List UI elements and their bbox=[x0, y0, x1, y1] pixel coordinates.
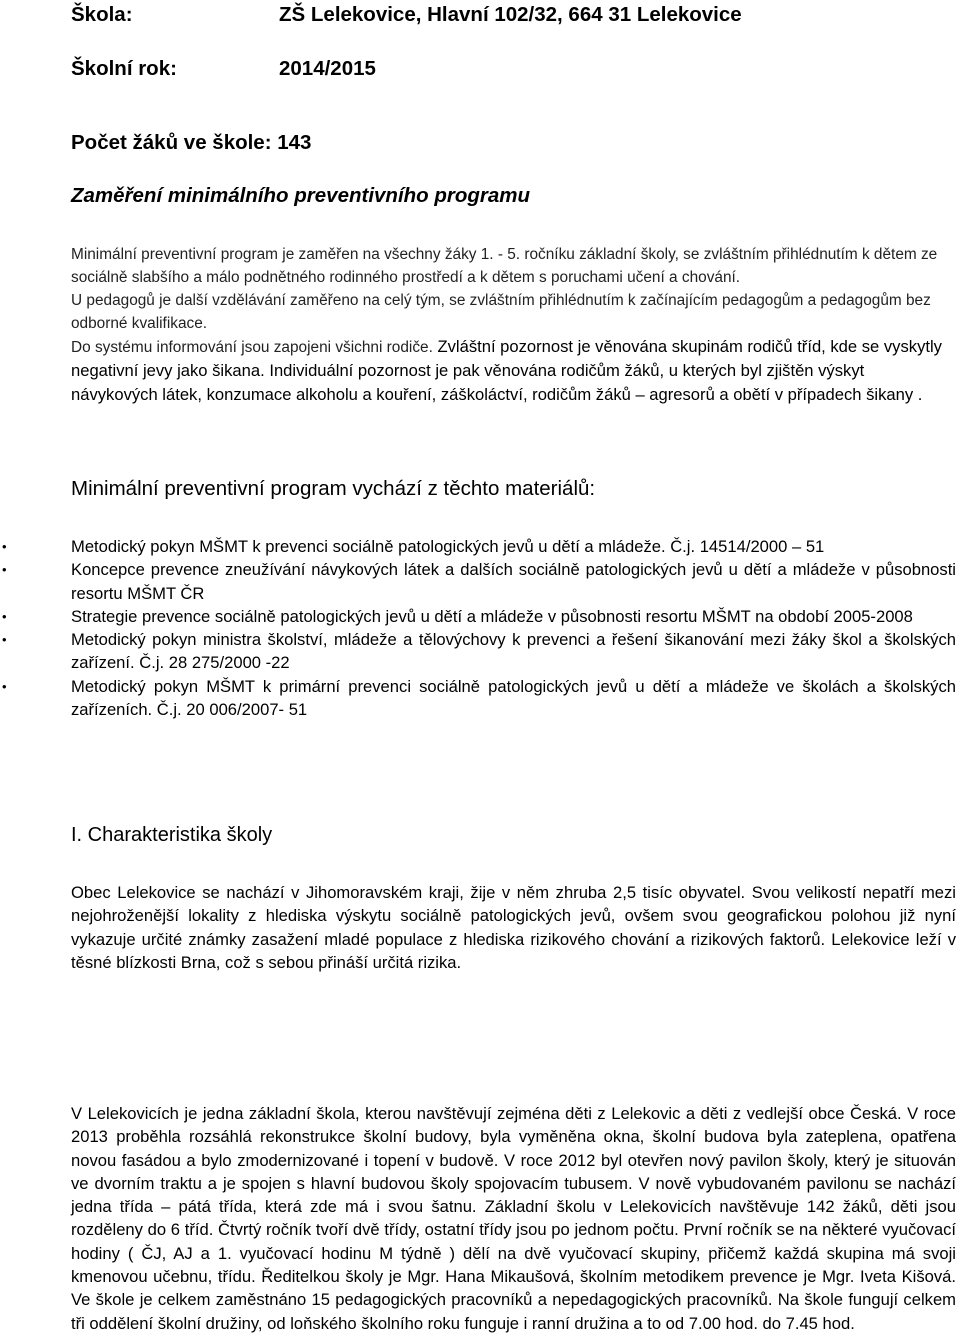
list-item bbox=[0, 605, 956, 628]
pupil-count-label: Počet žáků ve škole: bbox=[71, 131, 272, 154]
focus-teachers-text: U pedagogů je další vzdělávání zaměřeno na celý tým, se zvláštním přihlédnutím k začínajícím pedagogům a pedagogům bez odborné kvalifikace. bbox=[71, 292, 931, 332]
focus-target-text: Minimální preventivní program je zaměřen na všechny žáky 1. - 5. ročníku základní školy, se zvláštním přihlédnutím k dětem ze sociálně slabšího a málo podnětného rodinného prostředí a k dětem s poruchami učení a chování. bbox=[71, 246, 938, 286]
school-row bbox=[71, 3, 742, 27]
program-focus-text bbox=[71, 243, 946, 407]
bullet-icon: • bbox=[2, 632, 7, 648]
focus-groups-text: Zvláštní pozornost je věnována skupinám rodičů tříd, kde se vyskytly negativní jevy jako šikana. bbox=[71, 337, 942, 380]
list-item-text: Koncepce prevence zneužívání návykových látek a dalších sociálně patologických jevů u dětí a mládeže v působnosti resortu MŠMT ČR bbox=[71, 560, 956, 603]
list-item bbox=[0, 535, 956, 558]
bullet-icon: • bbox=[2, 539, 7, 554]
section-heading: I. Charakteristika školy bbox=[71, 824, 273, 846]
list-item-text: Metodický pokyn MŠMT k primární prevenci sociálně patologických jevů u dětí a mládeže ve školách a školských zařízeních. Č.j. 20 006/2007- 51 bbox=[71, 676, 956, 720]
materials-heading: Minimální preventivní program vychází z těchto materiálů: bbox=[71, 477, 596, 500]
bullet-icon: • bbox=[2, 562, 7, 578]
bullet-icon: • bbox=[2, 678, 7, 694]
list-item-text: Metodický pokyn ministra školství, mládeže a tělovýchovy k prevenci a řešení šikanování mezi žáky škol a školských zařízení. Č.j. 28 275/2000 -22 bbox=[71, 630, 956, 673]
list-item-text: Strategie prevence sociálně patologických jevů u dětí a mládeže v působnosti resortu MŠMT na období 2005-2008 bbox=[71, 606, 913, 626]
list-item bbox=[0, 628, 956, 675]
focus-individual-text: Individuální pozornost je pak věnována rodičům žáků, u kterých byl zjištěn výskyt návykových látek, konzumace alkoholu a kouření, záškoláctví, rodičům žáků – agresorů a obětí v případech šikany . bbox=[71, 361, 923, 404]
school-year-row bbox=[71, 57, 376, 81]
focus-parents-text: Do systému informování jsou zapojeni všichni rodiče. bbox=[71, 339, 433, 356]
school-label: Škola: bbox=[71, 3, 133, 26]
pupil-count-row bbox=[71, 131, 311, 155]
characteristics-paragraph-2: V Lelekovicích je jedna základní škola, kterou navštěvují zejména děti z Lelekovic a děti z vedlejší obce Česká. V roce 2013 proběhla rozsáhlá rekonstrukce školní budovy, byla vyměněna okna, školní budova byla zateplena, opatřena novou fasádou a bylo zmodernizované i topení v budově. V roce 2012 byl otevřen nový pavilon školy, který je situován ve dvorním traktu a je spojen s hlavní budovou školy spojovacím tubusem. V nově vybudovaném pavilonu se nachází jedna třída – pátá třída, která zde má i svou šatnu. Základní školu v Lelekovicích navštěvuje 142 žáků, děti jsou rozděleny do 6 tříd. Čtvrtý ročník tvoří dvě třídy, ostatní třídy jsou po jednom počtu. První ročník se na některé vyučovací hodiny ( ČJ, AJ a 1. vyučovací hodinu M týdně ) dělí na dvě vyučovací skupiny, přičemž každá skupina má svoji kmenovou učebnu, třídu. Ředitelkou školy je Mgr. Hana Mikaušová, školním metodikem prevence je Mgr. Iveta Kišová. Ve škole je celkem zaměstnáno 15 pedagogických pracovníků a nepedagogických pracovníků. Na škole fungují celkem tři oddělení školní družiny, od loňského školního roku funguje i ranní družina a to od 7.00 hod. do 7.45 hod. bbox=[71, 1104, 956, 1333]
school-value: ZŠ Lelekovice, Hlavní 102/32, 664 31 Lelekovice bbox=[279, 3, 742, 26]
school-year-label: Školní rok: bbox=[71, 57, 177, 80]
list-item bbox=[0, 558, 956, 605]
program-focus-heading: Zaměření minimálního preventivního programu bbox=[71, 184, 531, 207]
characteristics-paragraph-1: Obec Lelekovice se nachází v Jihomoravském kraji, žije v něm zhruba 2,5 tisíc obyvatel. Svou velikostí nepatří mezi nejohroženější lokality z hlediska výskytu sociálně patologických jevů, ovšem svou geografickou polohou již nyní vykazuje určité známky zasažení mladé populace z hlediska rizikového chování a rizikových faktorů. Lelekovice leží v těsné blízkosti Brna, což s sebou přináší určitá rizika. bbox=[71, 883, 956, 972]
school-year-value: 2014/2015 bbox=[279, 57, 376, 80]
bullet-icon: • bbox=[2, 608, 7, 624]
pupil-count-value: 143 bbox=[277, 131, 312, 154]
list-item-text: Metodický pokyn MŠMT k prevenci sociálně patologických jevů u dětí a mládeže. Č.j. 14514/2000 – 51 bbox=[71, 537, 825, 556]
materials-list bbox=[0, 535, 960, 721]
list-item bbox=[0, 675, 956, 722]
